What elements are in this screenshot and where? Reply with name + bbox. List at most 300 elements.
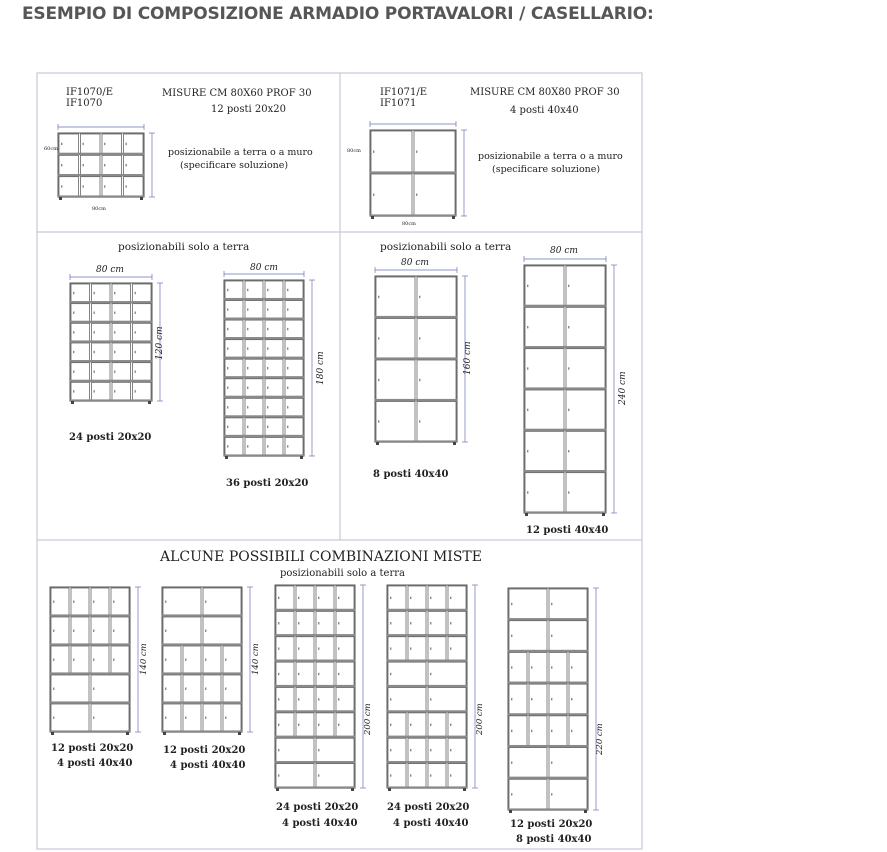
shelf-band: [50, 614, 130, 616]
if1070-posti: 12 posti 20x20: [211, 104, 286, 115]
door-lock-icon: [419, 420, 420, 422]
mix5-caption-1: 12 posti 20x20: [510, 819, 593, 830]
door-lock-icon: [298, 647, 299, 649]
cab36-width-label: 80 cm: [250, 263, 278, 273]
door-lock-icon: [185, 688, 186, 690]
door-lock-icon: [53, 630, 54, 632]
door-lock-icon: [247, 308, 248, 310]
door-lock-icon: [450, 597, 451, 599]
door-lock-icon: [53, 601, 54, 603]
shelf-band: [224, 298, 304, 300]
shelf-band: [58, 153, 144, 155]
door-lock-icon: [227, 406, 228, 408]
door-lock-icon: [126, 143, 127, 145]
door-lock-icon: [287, 367, 288, 369]
if1071-note-2: (specificare soluzione): [492, 164, 601, 175]
door-lock-icon: [278, 698, 279, 700]
door-lock-icon: [205, 601, 206, 603]
door-lock-icon: [430, 647, 431, 649]
door-lock-icon: [551, 603, 552, 605]
door-lock-icon: [430, 673, 431, 675]
shelf-band: [370, 214, 456, 216]
door-lock-icon: [338, 673, 339, 675]
door-lock-icon: [135, 331, 136, 333]
if1071-dim-width: 80cm: [402, 221, 416, 227]
door-lock-icon: [135, 390, 136, 392]
door-lock-icon: [267, 406, 268, 408]
door-lock-icon: [205, 659, 206, 661]
door-lock-icon: [278, 774, 279, 776]
door-lock-icon: [104, 185, 105, 187]
door-lock-icon: [165, 659, 166, 661]
door-lock-icon: [73, 601, 74, 603]
door-lock-icon: [511, 603, 512, 605]
floor-only-label-mixed: posizionabili solo a terra: [280, 568, 405, 579]
door-lock-icon: [419, 337, 420, 339]
shelf-band: [162, 614, 242, 616]
door-lock-icon: [114, 331, 115, 333]
cabinet-if1070-drawing: [58, 124, 155, 200]
shelf-band: [375, 316, 457, 318]
door-lock-icon: [165, 688, 166, 690]
shelf-band: [387, 710, 467, 712]
if1070-misure: MISURE CM 80X60 PROF 30: [162, 88, 312, 99]
door-lock-icon: [338, 597, 339, 599]
mix5-height-label: 220 cm: [595, 723, 605, 755]
mix4-caption-2: 4 posti 40x40: [393, 818, 469, 829]
door-lock-icon: [94, 351, 95, 353]
door-lock-icon: [287, 445, 288, 447]
shelf-band: [275, 710, 355, 712]
cabinet-foot: [351, 788, 354, 791]
door-lock-icon: [94, 292, 95, 294]
door-lock-icon: [527, 285, 528, 287]
shelf-band: [70, 340, 152, 342]
mix1-caption-1: 12 posti 20x20: [51, 743, 134, 754]
door-lock-icon: [114, 292, 115, 294]
door-lock-icon: [430, 749, 431, 751]
door-lock-icon: [531, 730, 532, 732]
shelf-band: [370, 171, 456, 173]
door-lock-icon: [410, 749, 411, 751]
if1071-misure: MISURE CM 80X80 PROF 30: [470, 87, 620, 98]
shelf-band: [162, 643, 242, 645]
door-lock-icon: [278, 724, 279, 726]
shelf-band: [524, 511, 606, 513]
shelf-band: [224, 337, 304, 339]
door-lock-icon: [205, 630, 206, 632]
cab8-caption: 8 posti 40x40: [373, 469, 449, 480]
door-lock-icon: [73, 312, 74, 314]
door-lock-icon: [318, 622, 319, 624]
door-lock-icon: [83, 185, 84, 187]
door-lock-icon: [114, 351, 115, 353]
door-lock-icon: [390, 698, 391, 700]
door-lock-icon: [571, 698, 572, 700]
door-lock-icon: [73, 371, 74, 373]
mixed-cabinet-1-drawing: [50, 587, 141, 735]
door-lock-icon: [378, 337, 379, 339]
door-lock-icon: [511, 730, 512, 732]
door-lock-icon: [511, 761, 512, 763]
cabinet-foot: [452, 216, 455, 219]
mixed-cabinet-3-drawing: [275, 585, 366, 791]
door-lock-icon: [73, 659, 74, 661]
shelf-band: [524, 387, 606, 389]
door-lock-icon: [378, 379, 379, 381]
door-lock-icon: [227, 445, 228, 447]
shelf-band: [387, 736, 467, 738]
cabinet-foot: [238, 732, 241, 735]
shelf-band: [224, 396, 304, 398]
shelf-band: [50, 643, 130, 645]
cabinet-foot: [140, 197, 143, 200]
cab12-width-label: 80 cm: [550, 246, 578, 256]
shelf-band: [387, 761, 467, 763]
door-lock-icon: [390, 622, 391, 624]
mix5-caption-2: 8 posti 40x40: [516, 834, 592, 845]
door-lock-icon: [511, 698, 512, 700]
door-lock-icon: [227, 387, 228, 389]
shelf-band: [387, 685, 467, 687]
door-lock-icon: [227, 328, 228, 330]
door-lock-icon: [527, 367, 528, 369]
door-lock-icon: [430, 698, 431, 700]
cabinet-foot: [371, 216, 374, 219]
door-lock-icon: [94, 390, 95, 392]
cab24-caption: 24 posti 20x20: [69, 432, 152, 443]
if1071-note-1: posizionabile a terra o a muro: [478, 151, 623, 162]
door-lock-icon: [135, 292, 136, 294]
cab24-width-label: 80 cm: [96, 265, 124, 275]
door-lock-icon: [104, 143, 105, 145]
door-lock-icon: [93, 601, 94, 603]
door-lock-icon: [185, 717, 186, 719]
shelf-band: [508, 650, 588, 652]
door-lock-icon: [267, 347, 268, 349]
if1071-code: IF1071: [380, 98, 417, 109]
door-lock-icon: [278, 647, 279, 649]
door-lock-icon: [227, 308, 228, 310]
shelf-band: [387, 609, 467, 611]
door-lock-icon: [527, 326, 528, 328]
shelf-band: [275, 609, 355, 611]
mix4-caption-1: 24 posti 20x20: [387, 802, 470, 813]
shelf-band: [162, 701, 242, 703]
if1070-note-2: (specificare soluzione): [180, 160, 289, 171]
door-lock-icon: [227, 289, 228, 291]
door-lock-icon: [113, 659, 114, 661]
door-lock-icon: [73, 331, 74, 333]
cabinet-foot: [602, 513, 605, 516]
shelf-band: [58, 174, 144, 176]
door-lock-icon: [318, 673, 319, 675]
door-lock-icon: [113, 601, 114, 603]
cabinet-body: [50, 587, 130, 732]
cab8-width-label: 80 cm: [401, 258, 429, 268]
mix2-caption-2: 4 posti 40x40: [170, 760, 246, 771]
door-lock-icon: [225, 717, 226, 719]
door-lock-icon: [318, 724, 319, 726]
door-lock-icon: [267, 367, 268, 369]
shelf-band: [224, 435, 304, 437]
door-lock-icon: [205, 717, 206, 719]
door-lock-icon: [287, 347, 288, 349]
shelf-band: [508, 808, 588, 810]
door-lock-icon: [94, 331, 95, 333]
door-lock-icon: [267, 289, 268, 291]
door-lock-icon: [247, 406, 248, 408]
cabinet-foot: [126, 732, 129, 735]
door-lock-icon: [247, 289, 248, 291]
door-lock-icon: [390, 724, 391, 726]
shelf-band: [375, 440, 457, 442]
if1070-dim-width: 80cm: [92, 206, 106, 212]
door-lock-icon: [430, 724, 431, 726]
door-lock-icon: [267, 387, 268, 389]
mixed-cabinet-2-drawing: [162, 587, 253, 735]
door-lock-icon: [61, 164, 62, 166]
door-lock-icon: [390, 749, 391, 751]
door-lock-icon: [416, 194, 417, 196]
door-lock-icon: [227, 347, 228, 349]
door-lock-icon: [135, 371, 136, 373]
shelf-band: [275, 660, 355, 662]
door-lock-icon: [318, 647, 319, 649]
shelf-band: [275, 786, 355, 788]
door-lock-icon: [287, 308, 288, 310]
door-lock-icon: [278, 597, 279, 599]
shelf-band: [70, 399, 152, 401]
cabinet-12-posti-drawing: [524, 256, 617, 516]
door-lock-icon: [511, 793, 512, 795]
door-lock-icon: [318, 597, 319, 599]
door-lock-icon: [93, 688, 94, 690]
cab12-caption: 12 posti 40x40: [526, 525, 609, 536]
door-lock-icon: [568, 450, 569, 452]
door-lock-icon: [225, 688, 226, 690]
cabinet-24-posti-drawing: [70, 274, 163, 404]
door-lock-icon: [527, 491, 528, 493]
cabinet-foot: [225, 456, 228, 459]
door-lock-icon: [247, 445, 248, 447]
shelf-band: [224, 454, 304, 456]
door-lock-icon: [568, 285, 569, 287]
mix3-caption-2: 4 posti 40x40: [282, 818, 358, 829]
door-lock-icon: [410, 647, 411, 649]
door-lock-icon: [94, 312, 95, 314]
door-lock-icon: [390, 673, 391, 675]
if1070-code: IF1070: [66, 98, 103, 109]
door-lock-icon: [73, 630, 74, 632]
cabinet-foot: [453, 442, 456, 445]
mix1-height-label: 140 cm: [139, 643, 149, 675]
cabinet-foot: [276, 788, 279, 791]
shelf-band: [70, 360, 152, 362]
mix4-height-label: 200 cm: [475, 703, 485, 735]
door-lock-icon: [338, 622, 339, 624]
door-lock-icon: [450, 724, 451, 726]
door-lock-icon: [298, 698, 299, 700]
door-lock-icon: [416, 151, 417, 153]
door-lock-icon: [450, 774, 451, 776]
door-lock-icon: [551, 730, 552, 732]
door-lock-icon: [104, 164, 105, 166]
door-lock-icon: [338, 698, 339, 700]
shelf-band: [224, 376, 304, 378]
door-lock-icon: [61, 143, 62, 145]
door-lock-icon: [551, 635, 552, 637]
shelf-band: [508, 713, 588, 715]
door-lock-icon: [450, 749, 451, 751]
door-lock-icon: [247, 426, 248, 428]
shelf-band: [375, 399, 457, 401]
cabinet-foot: [59, 197, 62, 200]
door-lock-icon: [247, 328, 248, 330]
if1071-code-e: IF1071/E: [380, 87, 428, 98]
shelf-band: [70, 321, 152, 323]
door-lock-icon: [531, 698, 532, 700]
door-lock-icon: [227, 426, 228, 428]
door-lock-icon: [511, 635, 512, 637]
door-lock-icon: [318, 749, 319, 751]
shelf-band: [387, 786, 467, 788]
door-lock-icon: [298, 597, 299, 599]
door-lock-icon: [318, 698, 319, 700]
door-lock-icon: [225, 659, 226, 661]
door-lock-icon: [298, 724, 299, 726]
cabinet-body: [162, 587, 242, 732]
door-lock-icon: [527, 450, 528, 452]
cabinet-foot: [71, 401, 74, 404]
shelf-band: [275, 634, 355, 636]
shelf-band: [275, 761, 355, 763]
door-lock-icon: [531, 666, 532, 668]
shelf-band: [387, 660, 467, 662]
page-title: ESEMPIO DI COMPOSIZIONE ARMADIO PORTAVALORI / CASELLARIO:: [22, 4, 654, 24]
if1070-note-1: posizionabile a terra o a muro: [168, 147, 313, 158]
shelf-band: [387, 634, 467, 636]
door-lock-icon: [287, 406, 288, 408]
door-lock-icon: [227, 367, 228, 369]
door-lock-icon: [61, 185, 62, 187]
shelf-band: [70, 301, 152, 303]
door-lock-icon: [551, 666, 552, 668]
cab36-height-label: 180 cm: [316, 351, 326, 385]
shelf-band: [162, 730, 242, 732]
door-lock-icon: [419, 379, 420, 381]
door-lock-icon: [298, 673, 299, 675]
door-lock-icon: [390, 647, 391, 649]
shelf-band: [524, 470, 606, 472]
door-lock-icon: [53, 659, 54, 661]
cabinet-foot: [509, 810, 512, 813]
door-lock-icon: [83, 143, 84, 145]
door-lock-icon: [135, 312, 136, 314]
door-lock-icon: [83, 164, 84, 166]
shelf-band: [524, 346, 606, 348]
cabinet-foot: [300, 456, 303, 459]
door-lock-icon: [126, 185, 127, 187]
door-lock-icon: [53, 717, 54, 719]
door-lock-icon: [278, 673, 279, 675]
door-lock-icon: [73, 292, 74, 294]
door-lock-icon: [247, 367, 248, 369]
mix3-caption-1: 24 posti 20x20: [276, 802, 359, 813]
cabinet-8-posti-drawing: [375, 267, 468, 445]
cab8-height-label: 160 cm: [463, 341, 473, 375]
cabinet-if1071-drawing: [370, 121, 467, 219]
door-lock-icon: [338, 724, 339, 726]
floor-only-label-left: posizionabili solo a terra: [118, 241, 250, 253]
door-lock-icon: [267, 308, 268, 310]
mix3-height-label: 200 cm: [363, 703, 373, 735]
shelf-band: [224, 415, 304, 417]
door-lock-icon: [73, 390, 74, 392]
door-lock-icon: [114, 312, 115, 314]
door-lock-icon: [287, 328, 288, 330]
door-lock-icon: [53, 688, 54, 690]
shelf-band: [162, 672, 242, 674]
shelf-band: [224, 318, 304, 320]
cab12-height-label: 240 cm: [618, 371, 628, 405]
door-lock-icon: [571, 666, 572, 668]
door-lock-icon: [410, 724, 411, 726]
door-lock-icon: [165, 630, 166, 632]
mix1-caption-2: 4 posti 40x40: [57, 758, 133, 769]
door-lock-icon: [410, 597, 411, 599]
door-lock-icon: [419, 296, 420, 298]
shelf-band: [50, 672, 130, 674]
door-lock-icon: [318, 774, 319, 776]
if1071-posti: 4 posti 40x40: [510, 105, 579, 116]
shelf-band: [508, 682, 588, 684]
cabinet-foot: [463, 788, 466, 791]
floor-only-label-right: posizionabili solo a terra: [380, 241, 512, 253]
door-lock-icon: [378, 296, 379, 298]
door-lock-icon: [378, 420, 379, 422]
cabinet-foot: [584, 810, 587, 813]
door-lock-icon: [278, 622, 279, 624]
shelf-band: [50, 701, 130, 703]
door-lock-icon: [568, 367, 569, 369]
cabinet-body: [58, 133, 144, 197]
shelf-band: [508, 745, 588, 747]
door-lock-icon: [568, 491, 569, 493]
cabinet-36-posti-drawing: [224, 271, 315, 459]
shelf-band: [375, 357, 457, 359]
door-lock-icon: [430, 597, 431, 599]
door-lock-icon: [165, 601, 166, 603]
door-lock-icon: [113, 630, 114, 632]
door-lock-icon: [410, 622, 411, 624]
cabinet-body: [224, 280, 304, 456]
door-lock-icon: [267, 426, 268, 428]
door-lock-icon: [430, 774, 431, 776]
if1070-dim-height: 60cm: [44, 146, 58, 152]
door-lock-icon: [551, 793, 552, 795]
mixed-title: ALCUNE POSSIBILI COMBINAZIONI MISTE: [160, 549, 482, 565]
door-lock-icon: [126, 164, 127, 166]
door-lock-icon: [205, 688, 206, 690]
door-lock-icon: [278, 749, 279, 751]
door-lock-icon: [287, 289, 288, 291]
door-lock-icon: [527, 409, 528, 411]
mixed-cabinet-4-drawing: [387, 585, 478, 791]
door-lock-icon: [94, 371, 95, 373]
shelf-band: [524, 305, 606, 307]
door-lock-icon: [511, 666, 512, 668]
